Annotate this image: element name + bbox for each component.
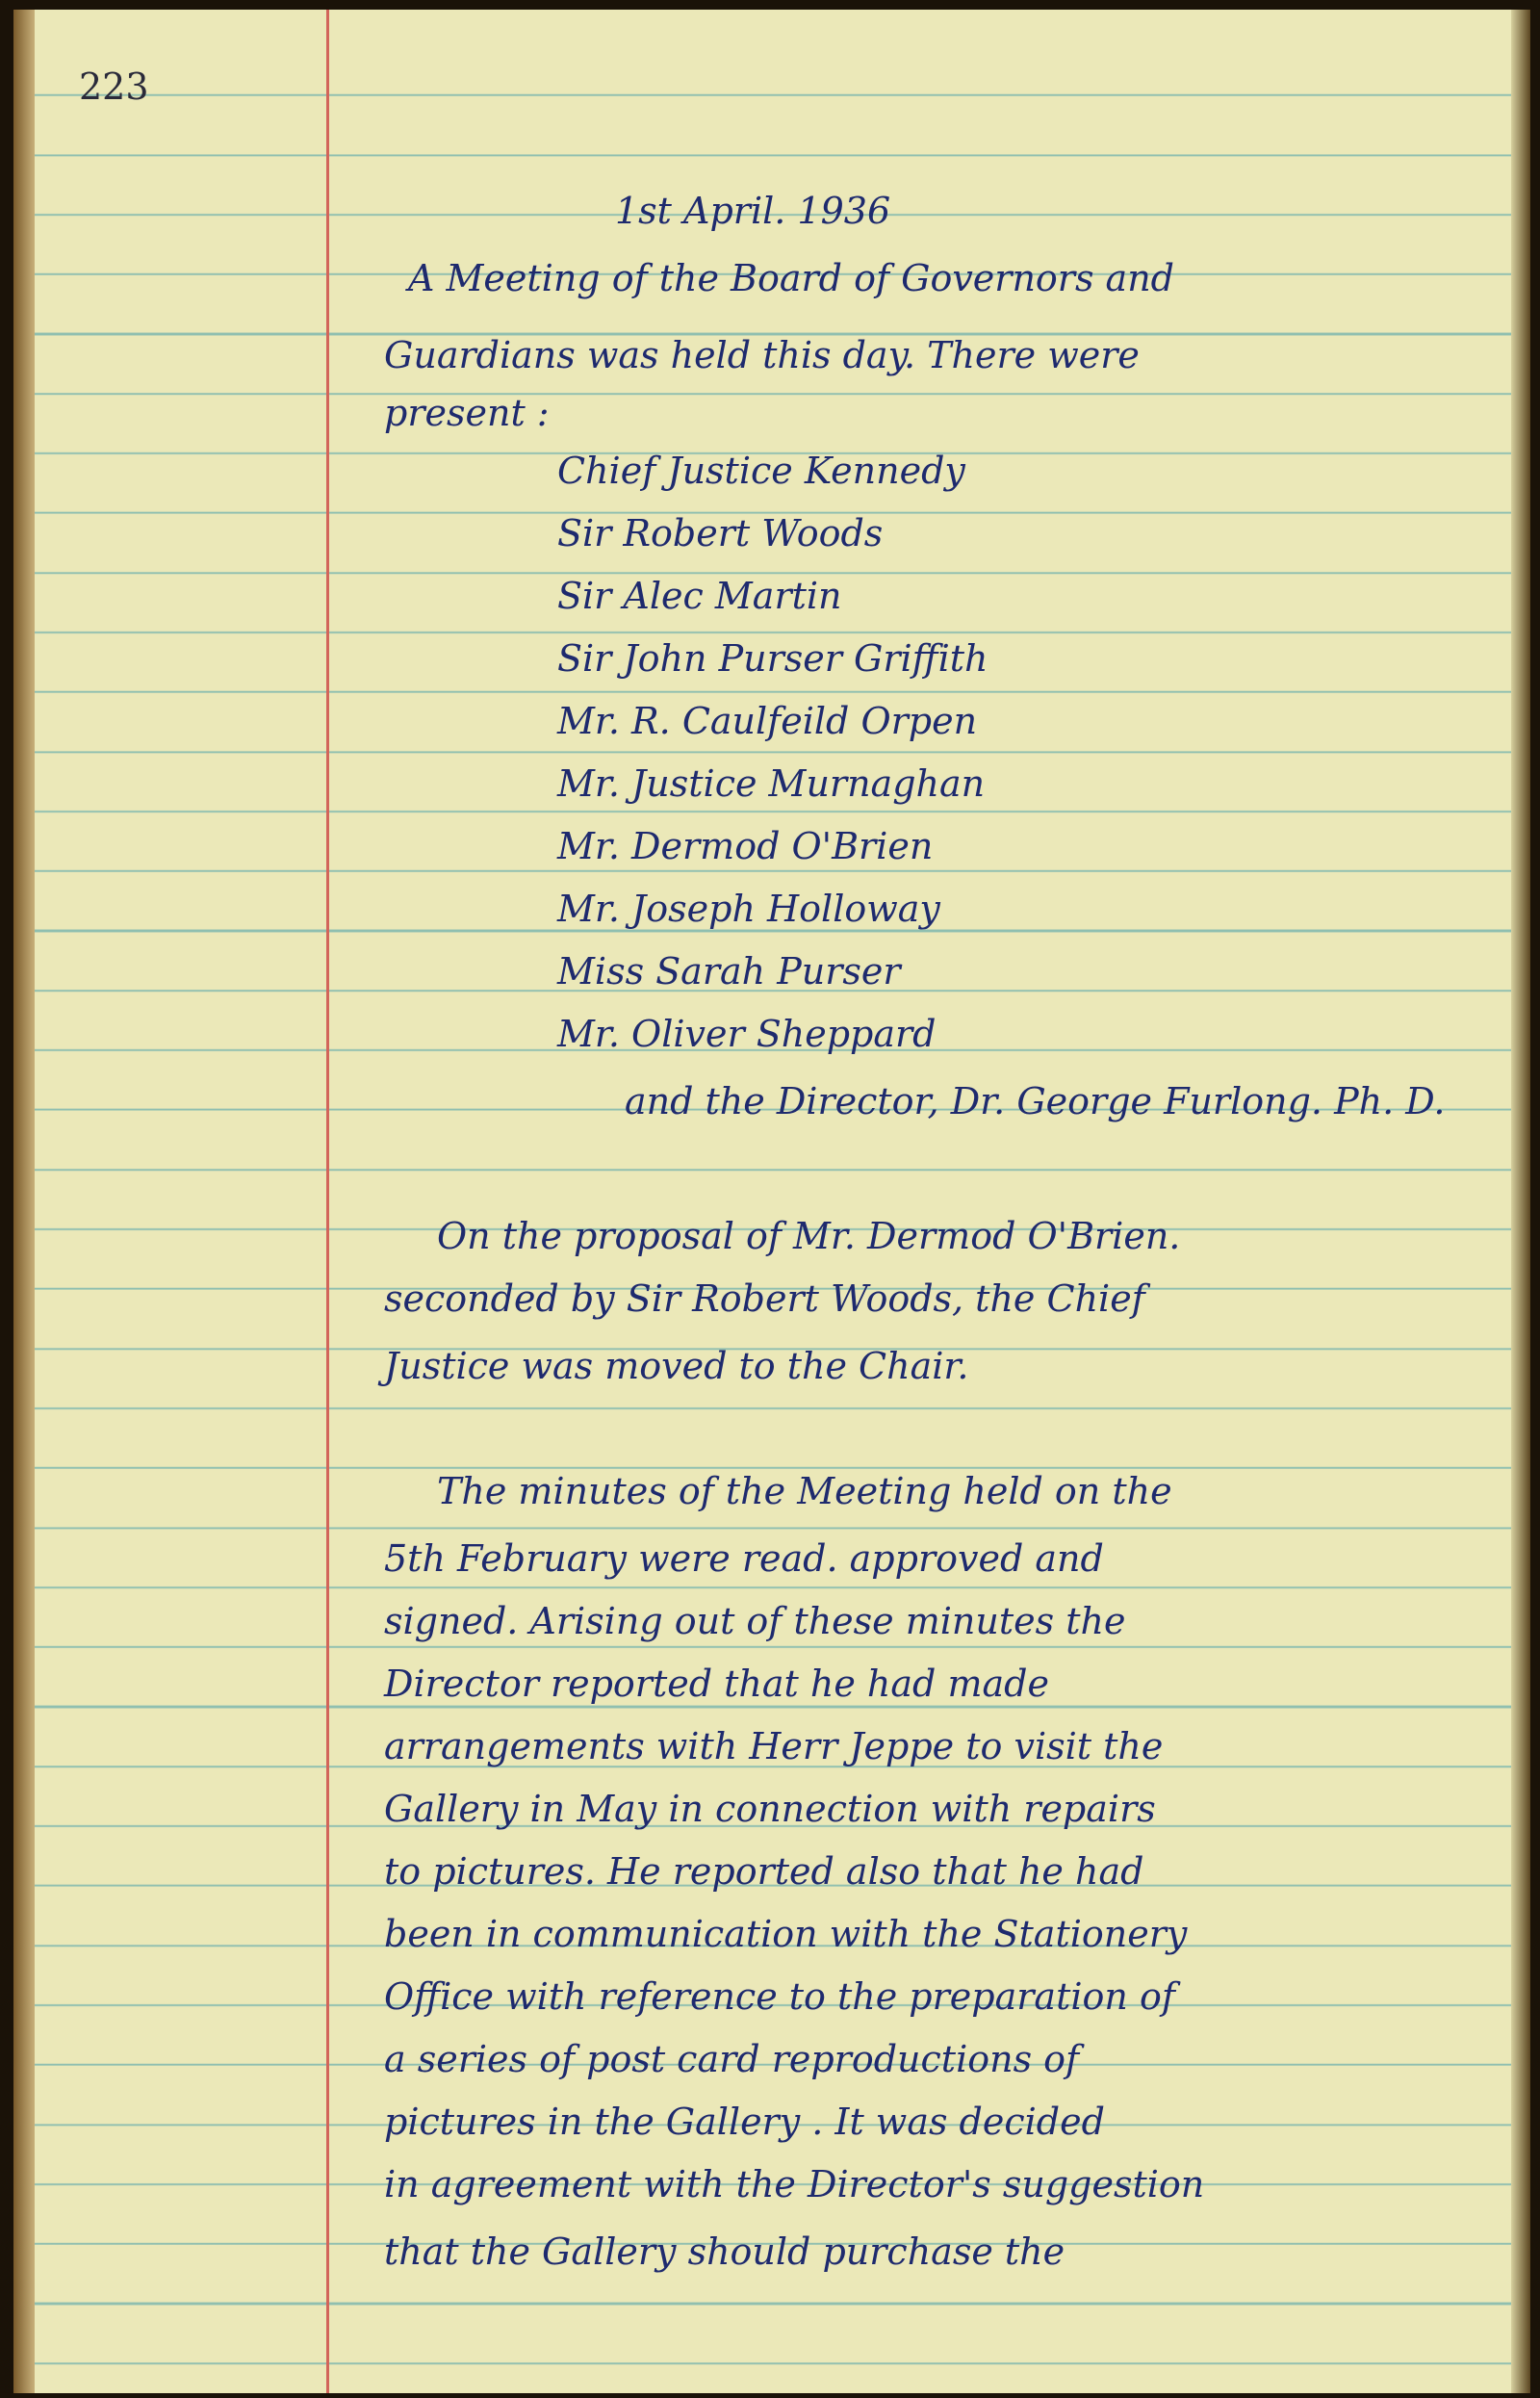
intro-line: present :: [384, 392, 550, 434]
page-binding: [13, 10, 35, 2393]
attendee-name: Chief Justice Kennedy: [557, 450, 965, 492]
minutes-line: that the Gallery should purchase the: [384, 2230, 1065, 2273]
intro-line: Guardians was held this day. There were: [384, 334, 1140, 376]
meeting-date: 1st April. 1936: [615, 190, 891, 232]
margin-rule: [326, 10, 329, 2393]
minutes-line: a series of post card reproductions of: [384, 2038, 1080, 2080]
minutes-line: Gallery in May in connection with repairs: [384, 1788, 1156, 1830]
chair-line: Justice was moved to the Chair.: [384, 1345, 969, 1387]
minutes-line: 5th February were read. approved and: [384, 1537, 1104, 1580]
minutes-line: arrangements with Herr Jeppe to visit the: [384, 1725, 1164, 1767]
minutes-line: The minutes of the Meeting held on the: [437, 1470, 1172, 1512]
attendee-name: Sir Alec Martin: [557, 575, 842, 617]
attendee-name: Mr. R. Caulfeild Orpen: [557, 700, 978, 742]
attendee-name: Sir John Purser Griffith: [557, 637, 988, 680]
attendee-name: Mr. Justice Murnaghan: [557, 762, 986, 805]
attendee-name: Mr. Dermod O'Brien: [557, 825, 934, 867]
chair-line: On the proposal of Mr. Dermod O'Brien.: [437, 1215, 1181, 1257]
minutes-line: pictures in the Gallery . It was decided: [384, 2101, 1105, 2143]
minutes-line: to pictures. He reported also that he had: [384, 1850, 1144, 1893]
page-number: 223: [79, 65, 149, 108]
attendee-name: Sir Robert Woods: [557, 512, 884, 554]
attendee-name: Miss Sarah Purser: [557, 950, 901, 993]
attendee-name: Mr. Oliver Sheppard: [557, 1013, 937, 1055]
minutes-line: signed. Arising out of these minutes the: [384, 1600, 1126, 1642]
ledger-page: [13, 10, 1530, 2393]
minutes-line: Office with reference to the preparation of: [384, 1975, 1175, 2018]
attendee-name: Mr. Joseph Holloway: [557, 888, 940, 930]
minutes-line: been in communication with the Stationery: [384, 1913, 1188, 1955]
intro-line: A Meeting of the Board of Governors and: [408, 257, 1174, 299]
minutes-line: Director reported that he had made: [384, 1663, 1049, 1705]
director-line: and the Director, Dr. George Furlong. Ph. D.: [625, 1080, 1446, 1122]
page-edge: [1511, 10, 1530, 2393]
minutes-line: in agreement with the Director's suggestion: [384, 2163, 1205, 2205]
chair-line: seconded by Sir Robert Woods, the Chief: [384, 1277, 1145, 1320]
